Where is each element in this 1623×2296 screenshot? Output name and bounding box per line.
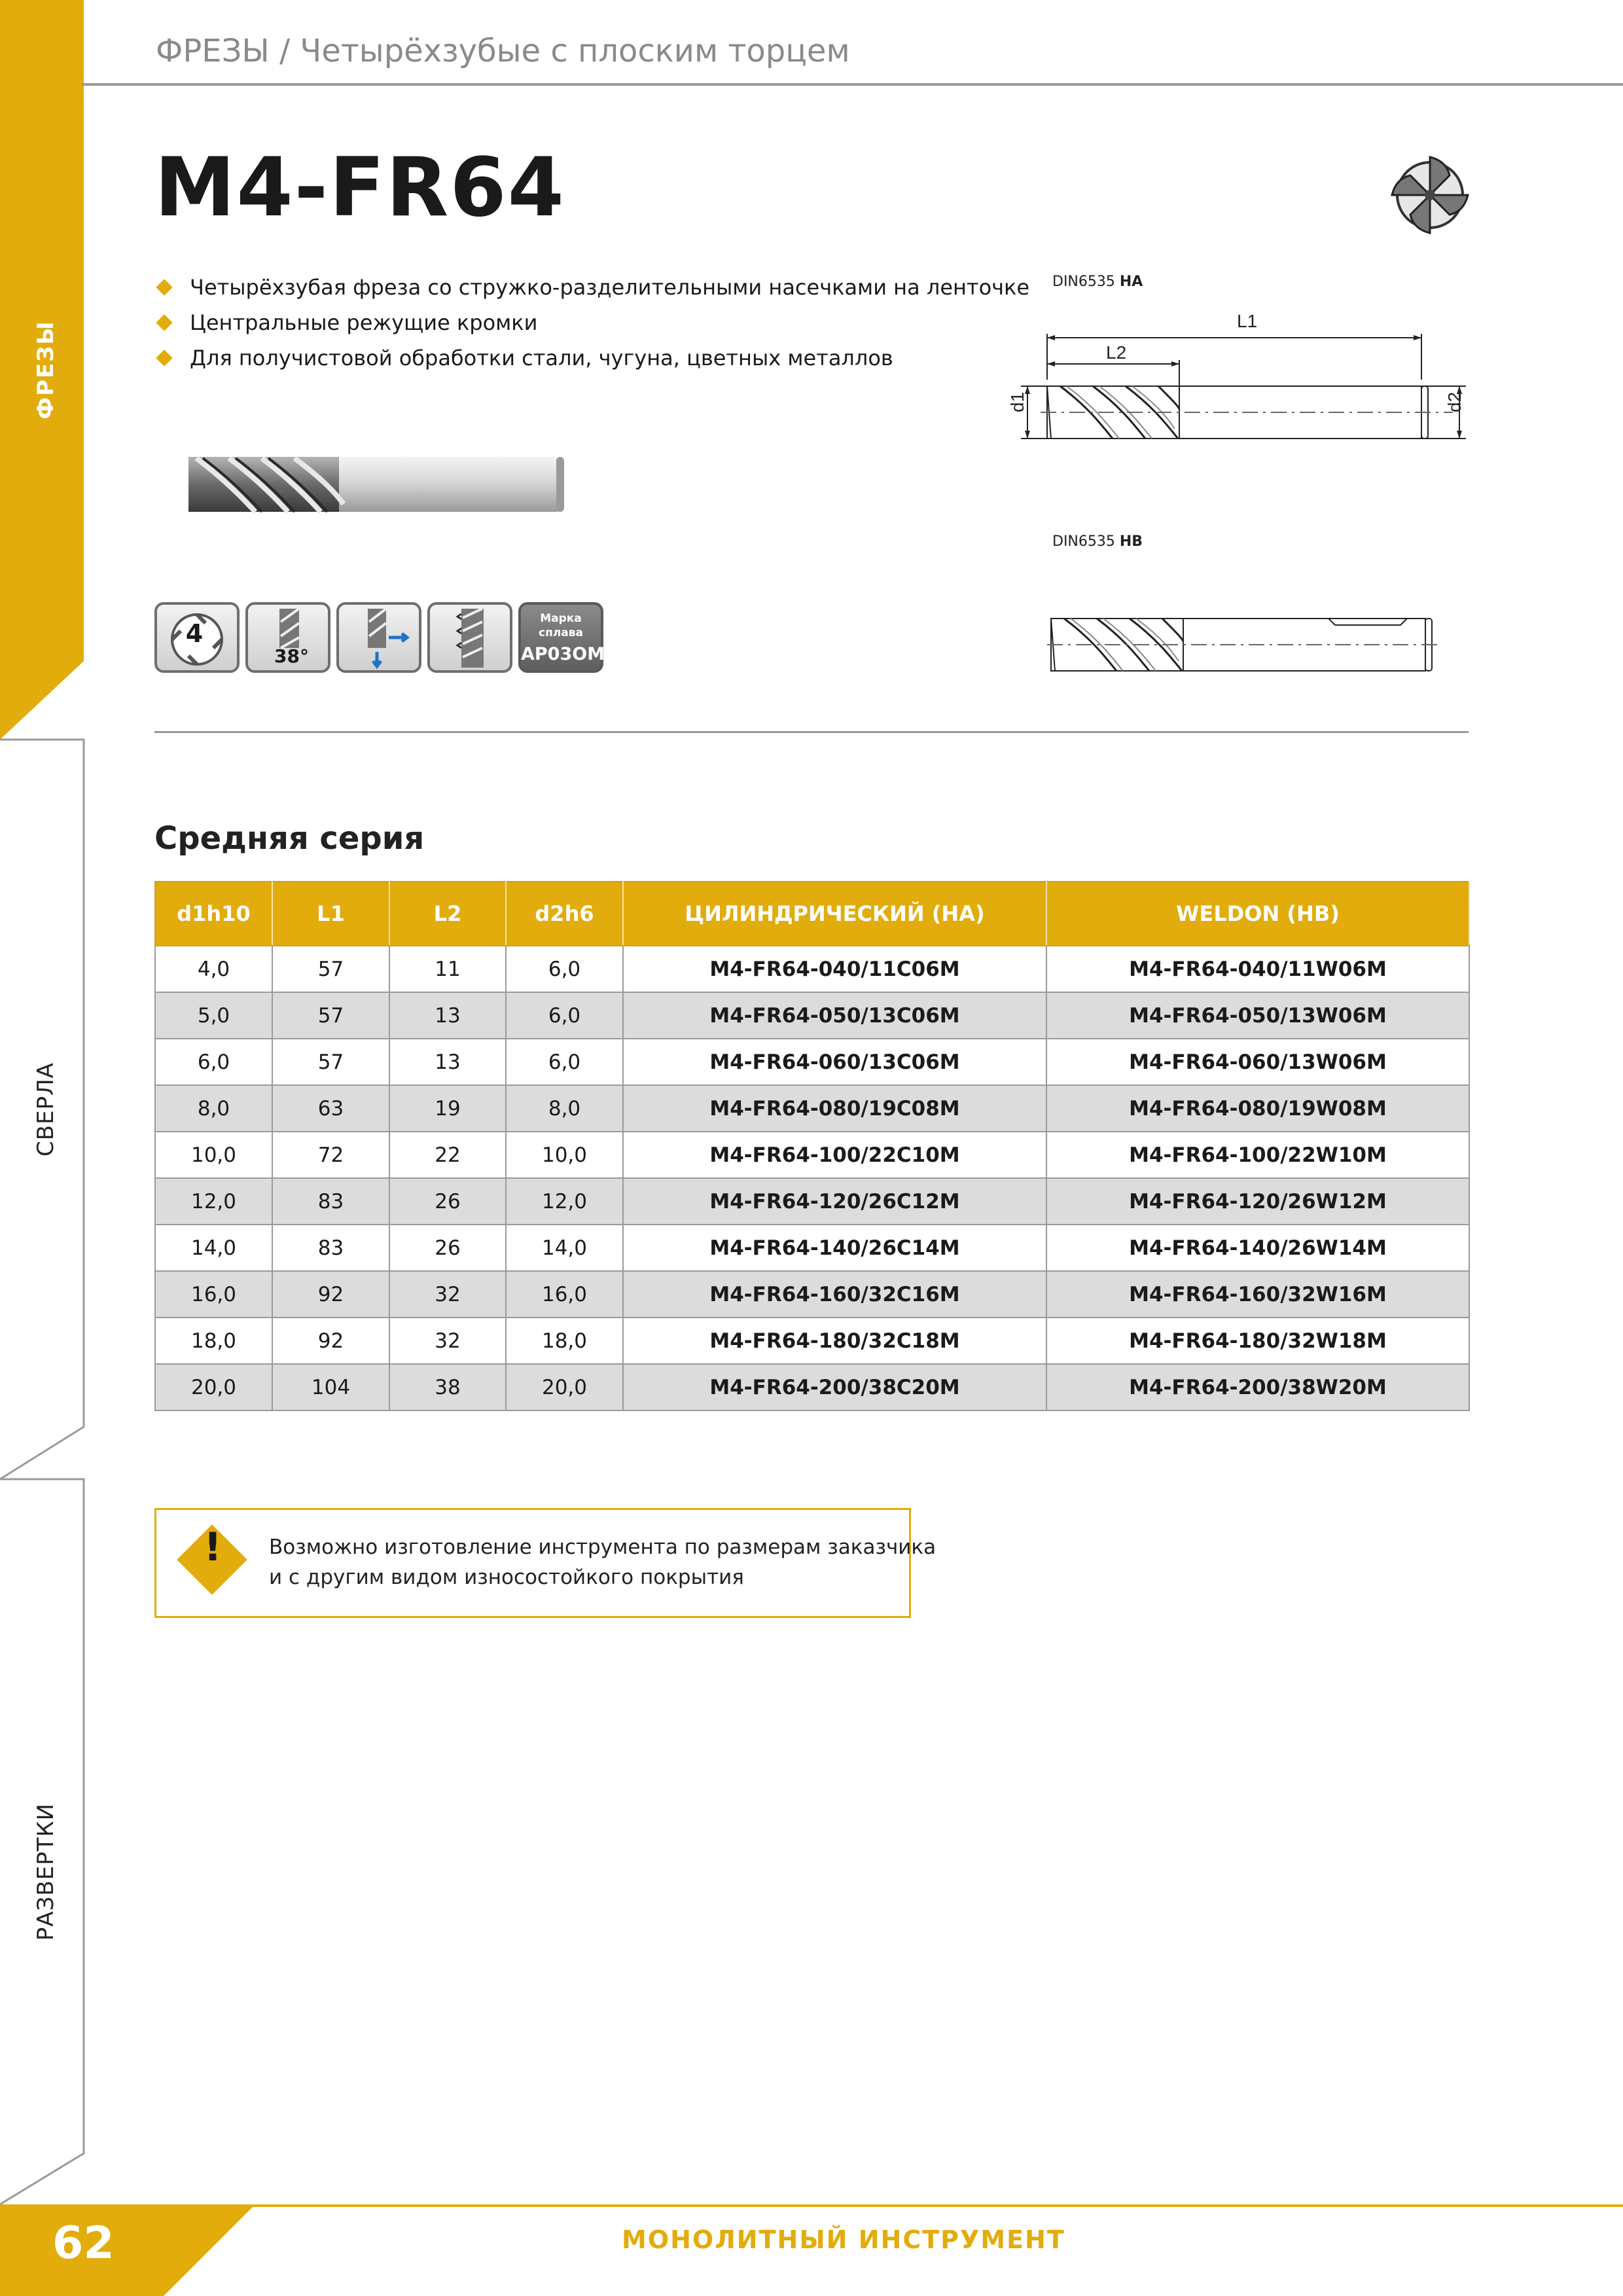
center-cutting-badge xyxy=(336,602,421,673)
tab-razvertki[interactable]: РАЗВЕРТКИ xyxy=(33,1803,59,1941)
alloy-grade-value: AP03OM xyxy=(521,644,605,664)
chip-breaker-icon xyxy=(444,609,499,669)
alloy-grade-badge xyxy=(518,602,603,673)
flute-count-value: 4 xyxy=(185,619,204,648)
col-header-d1: d1h10 xyxy=(155,882,272,946)
product-photo xyxy=(183,452,569,517)
dim-d2-label: d2 xyxy=(1444,391,1465,412)
note-line1: Возможно изготовление инструмента по размерам заказчика xyxy=(269,1535,936,1559)
sidebar xyxy=(0,0,85,2296)
spec-table xyxy=(154,881,1470,1411)
note-line2: и с другим видом износостойкого покрытия xyxy=(269,1566,744,1589)
diamond-bullet-icon xyxy=(156,314,172,331)
product-title: M4-FR64 xyxy=(154,141,565,235)
table-row: 6,0 57 13 6,0 M4-FR64-060/13C06M M4-FR64-060/13W06M xyxy=(155,1039,1469,1085)
din-ha-drawing xyxy=(1001,308,1479,458)
table-header-row xyxy=(155,882,1469,946)
diamond-bullet-icon xyxy=(156,279,172,295)
feature-item: Для получистовой обработки стали, чугуна, цветных металлов xyxy=(154,340,992,376)
alloy-caption-line2: сплава xyxy=(539,626,583,639)
header-divider xyxy=(82,83,1623,86)
note-text xyxy=(269,1532,936,1592)
col-header-ha: ЦИЛИНДРИЧЕСКИЙ (HA) xyxy=(623,882,1046,946)
col-header-l2: L2 xyxy=(389,882,506,946)
section-divider xyxy=(154,731,1469,733)
breadcrumb: ФРЕЗЫ / Четырёхзубые с плоским торцем xyxy=(156,33,850,69)
tab-frezy[interactable]: ФРЕЗЫ xyxy=(33,320,59,420)
center-cutting-icon xyxy=(347,609,412,669)
table-row: 12,0 83 26 12,0 M4-FR64-120/26C12M M4-FR64-120/26W12M xyxy=(155,1178,1469,1225)
din-hb-drawing xyxy=(1047,612,1440,677)
dim-l2-label: L2 xyxy=(1106,342,1127,363)
series-title: Средняя серия xyxy=(154,820,425,857)
dim-d1-label: d1 xyxy=(1007,391,1027,412)
helix-angle-badge xyxy=(245,602,330,673)
table-row: 16,0 92 32 16,0 M4-FR64-160/32C16M M4-FR64-160/32W16M xyxy=(155,1271,1469,1318)
table-row: 18,0 92 32 18,0 M4-FR64-180/32C18M M4-FR64-180/32W18M xyxy=(155,1318,1469,1364)
feature-list xyxy=(154,270,1030,376)
table-row: 14,0 83 26 14,0 M4-FR64-140/26C14M M4-FR64-140/26W14M xyxy=(155,1225,1469,1271)
col-header-l1: L1 xyxy=(272,882,389,946)
footer-title: МОНОЛИТНЫЙ ИНСТРУМЕНТ xyxy=(622,2225,1065,2254)
cutter-end-view-icon xyxy=(1384,149,1476,241)
feature-item: Четырёхзубая фреза со стружко-разделительными насечками на ленточке xyxy=(154,270,992,305)
page-number: 62 xyxy=(52,2217,115,2269)
footer-page-tab xyxy=(0,2204,262,2296)
dim-l1-label: L1 xyxy=(1237,311,1258,331)
feature-item: Центральные режущие кромки xyxy=(154,305,992,340)
table-row: 20,0 104 38 20,0 M4-FR64-200/38C20M M4-FR64-200/38W20M xyxy=(155,1364,1469,1410)
warning-mark: ! xyxy=(204,1524,222,1570)
table-row: 5,0 57 13 6,0 M4-FR64-050/13C06M M4-FR64-050/13W06M xyxy=(155,992,1469,1039)
flute-count-badge xyxy=(154,602,240,673)
col-header-d2: d2h6 xyxy=(506,882,623,946)
table-row: 8,0 63 19 8,0 M4-FR64-080/19C08M M4-FR64-080/19W08M xyxy=(155,1085,1469,1132)
diamond-bullet-icon xyxy=(156,350,172,366)
table-row: 4,0 57 11 6,0 M4-FR64-040/11C06M M4-FR64-040/11W06M xyxy=(155,946,1469,992)
helix-angle-value: 38° xyxy=(274,645,309,667)
table-row: 10,0 72 22 10,0 M4-FR64-100/22C10M M4-FR64-100/22W10M xyxy=(155,1132,1469,1178)
note-box xyxy=(154,1508,936,1618)
helix-angle-icon xyxy=(261,609,317,648)
din-ha-label: DIN6535 HA xyxy=(1052,274,1143,290)
alloy-caption-line1: Марка xyxy=(540,612,582,625)
tab-sverla[interactable]: СВЕРЛА xyxy=(33,1062,59,1157)
din-hb-label: DIN6535 HB xyxy=(1052,533,1143,550)
col-header-hb: WELDON (HB) xyxy=(1046,882,1469,946)
chip-breaker-badge xyxy=(427,602,512,673)
